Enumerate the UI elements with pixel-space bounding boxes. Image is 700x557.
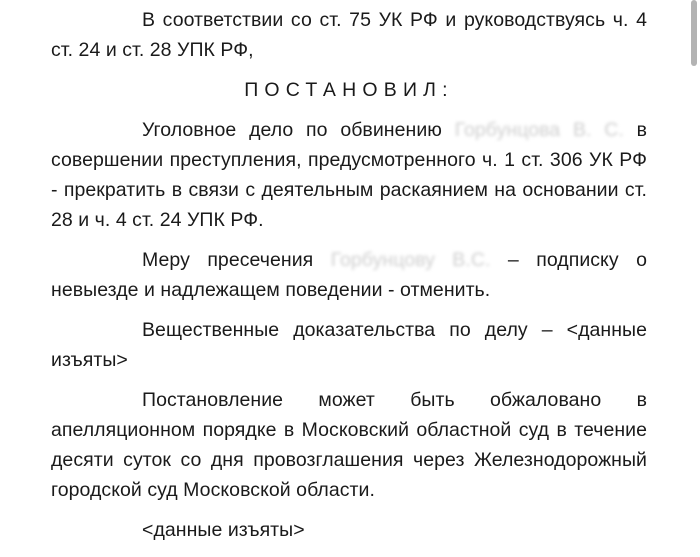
scrollbar-thumb[interactable] [691,0,697,66]
ruling-heading: ПОСТАНОВИЛ: [244,79,454,101]
text-segment: Меру пресечения [142,249,331,271]
redacted-name: Горбунцова В. С. [454,119,624,141]
paragraph-case-termination [51,115,647,235]
paragraph-evidence: Вещественные доказательства по делу – <данные изъяты> [51,319,647,371]
paragraph-appeal: Постановление может быть обжаловано в апелляционном порядке в Московский областной суд в течение десяти суток со дня провозглашения через Железнодорожный городской суд Московской области. [51,389,647,501]
text-segment: Уголовное дело по обвинению [142,119,455,141]
paragraph-legal-basis: В соответствии со ст. 75 УК РФ и руководствуясь ч. 4 ст. 24 и ст. 28 УПК РФ, [51,9,647,61]
paragraph-redacted-data: <данные изъяты> [142,519,305,541]
paragraph-preventive-measure [51,245,647,305]
redacted-name: Горбунцову В.С. [330,249,491,271]
text-segment: – подписку о невыезде и надлежащем поведении - отменить. [51,249,647,301]
text-segment: в совершении преступления, предусмотренного ч. 1 ст. 306 УК РФ - прекратить в связи с деятельным раскаянием на основании ст. 28 и ч. 4 ст. 24 УПК РФ. [51,119,647,231]
